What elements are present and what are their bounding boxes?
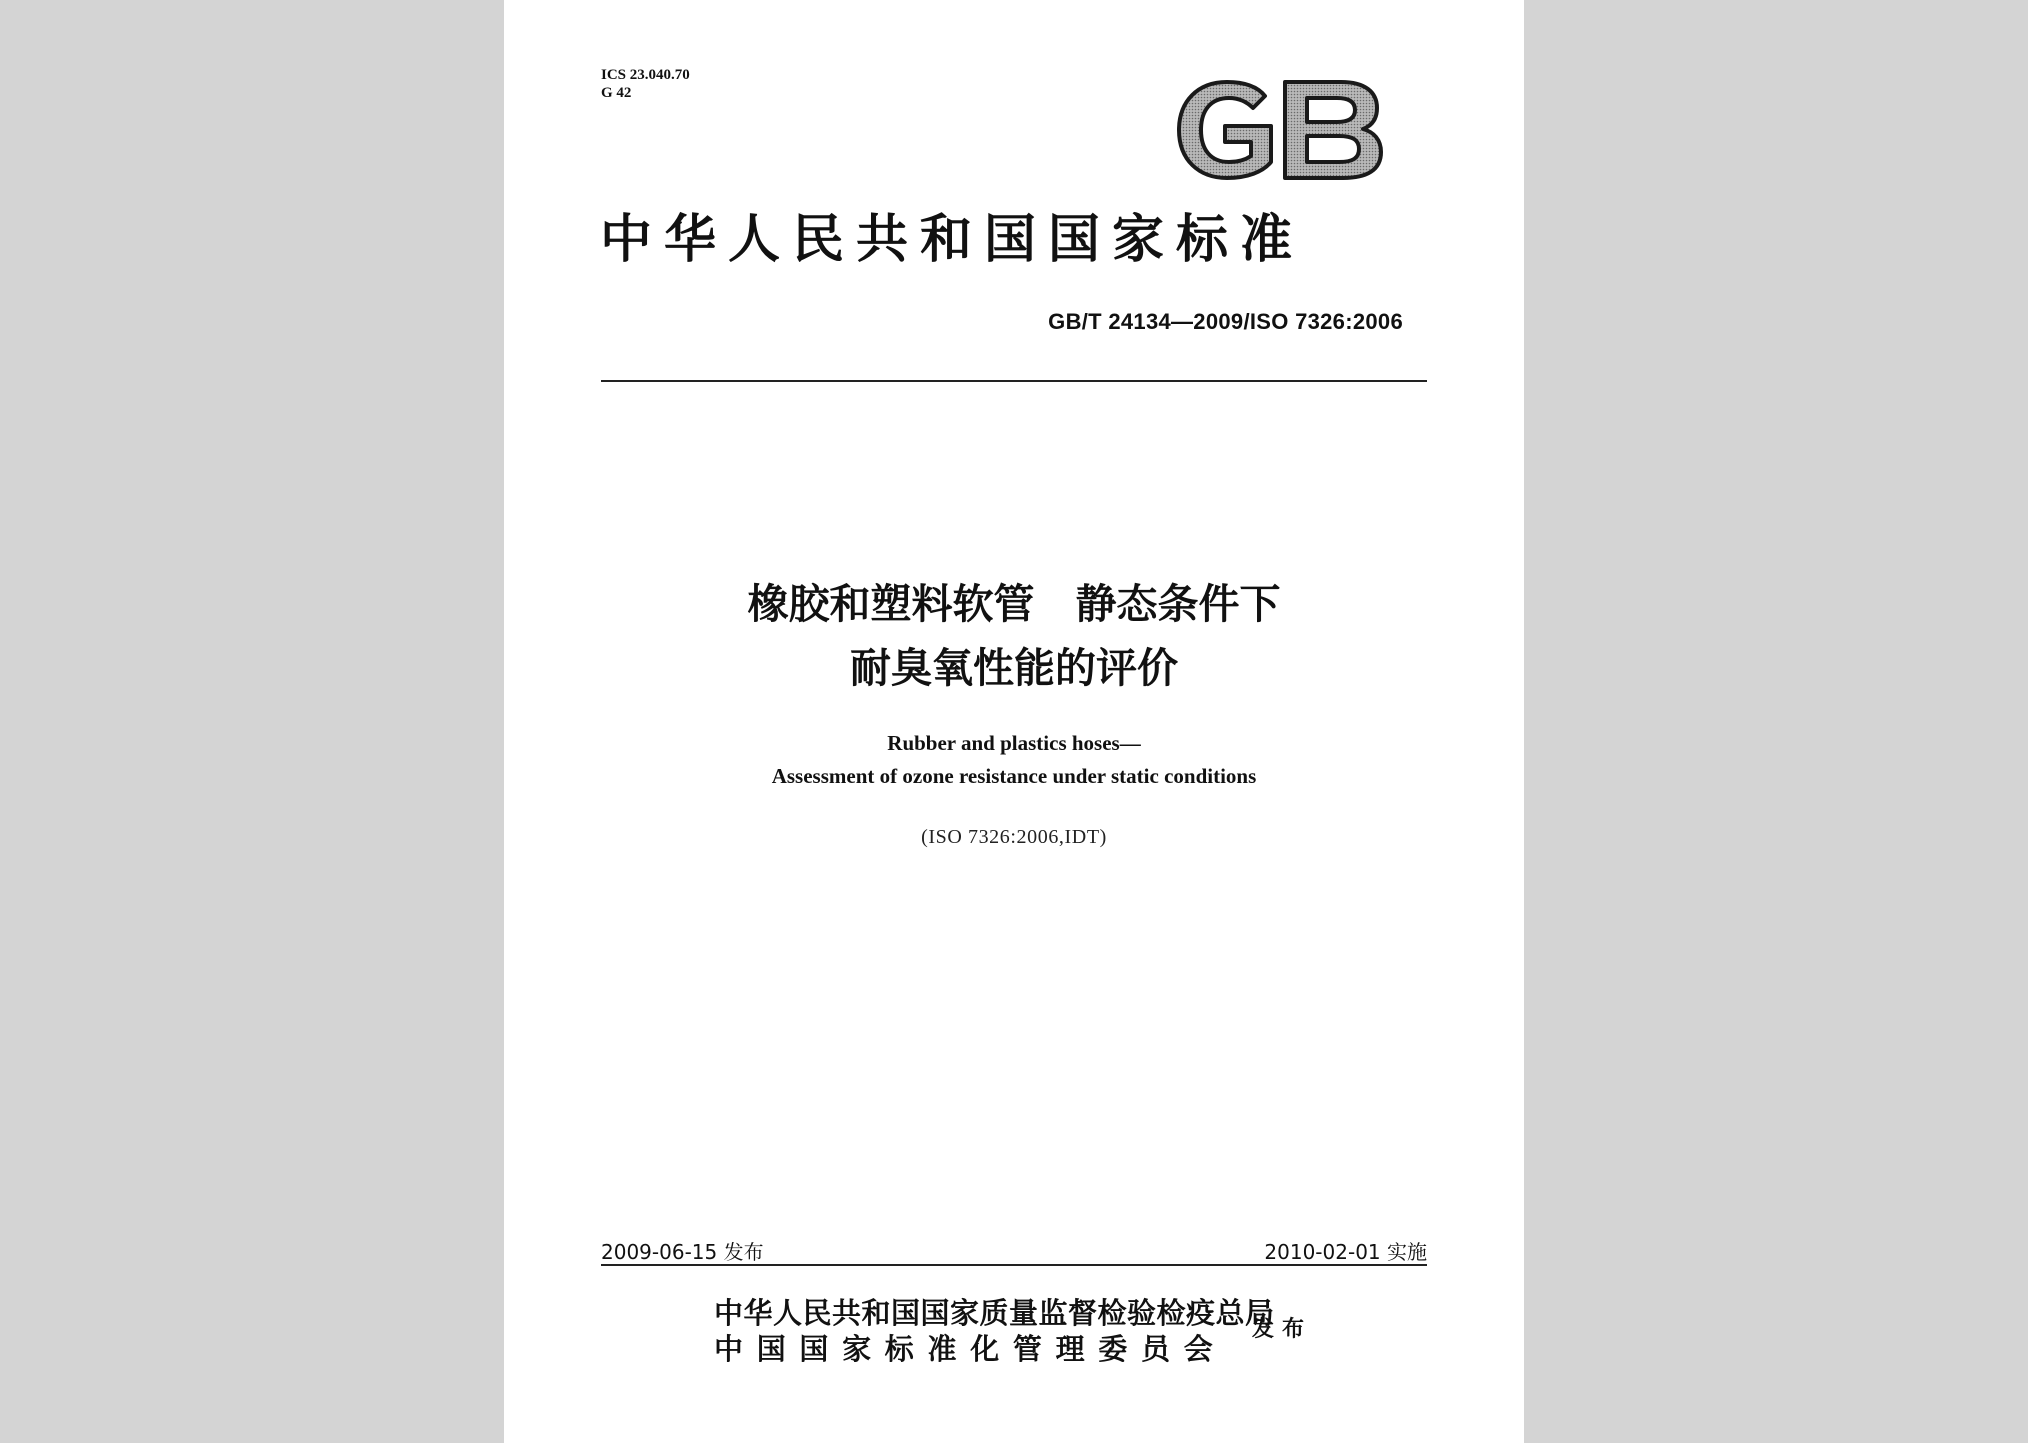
classification-codes	[601, 66, 690, 102]
chinese-title-line-1: 橡胶和塑料软管 静态条件下	[747, 580, 1281, 628]
chinese-title-line-2: 耐臭氧性能的评价	[850, 644, 1178, 692]
logo-letter-b	[1285, 82, 1381, 178]
gb-logo	[1173, 78, 1385, 182]
issuer-aqsiq: 中华人民共和国国家质量监督检验检疫总局	[714, 1296, 1275, 1330]
top-divider	[601, 380, 1427, 382]
english-title-line-2: Assessment of ozone resistance under static conditions	[771, 764, 1257, 788]
logo-letter-g	[1179, 82, 1271, 178]
issuer-sac: 中国国家标准化管理委员会	[714, 1332, 1227, 1366]
issue-date: 2009-06-15 发布	[601, 1240, 764, 1264]
implementation-date: 2010-02-01 实施	[1264, 1240, 1427, 1264]
document-page	[504, 0, 1524, 1443]
national-standard-title: 中华人民共和国国家标准	[600, 210, 1305, 270]
chinese-title	[504, 572, 1524, 700]
issued-label: 发布	[1252, 1317, 1313, 1342]
english-title	[504, 727, 1524, 793]
english-title-line-1: Rubber and plastics hoses—	[887, 731, 1141, 755]
iso-equivalence: (ISO 7326:2006,IDT)	[921, 826, 1107, 848]
bottom-divider	[601, 1264, 1427, 1266]
ccs-code: G 42	[601, 85, 632, 101]
standard-number: GB/T 24134—2009/ISO 7326:2006	[1048, 309, 1403, 334]
ics-code: ICS 23.040.70	[601, 67, 690, 83]
